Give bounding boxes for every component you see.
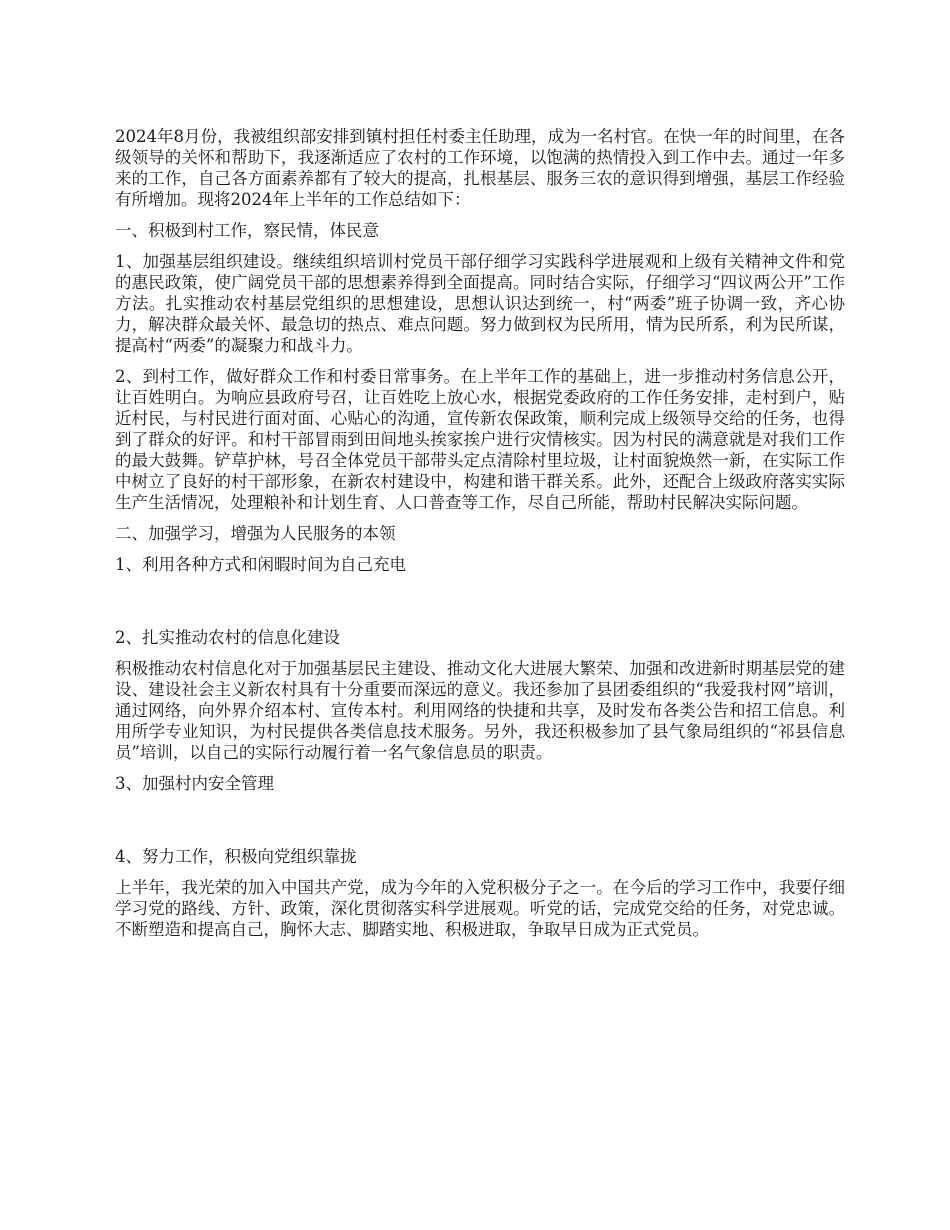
- section-2-item-2-body: 积极推动农村信息化对于加强基层民主建设、推动文化大进展大繁荣、加强和改进新时期基层党的建设、建设社会主义新农村具有十分重要而深远的意义。我还参加了县团委组织的“我爱我村网”培训，通过网络，向外界介绍本村、宣传本村。利用网络的快捷和共享，及时发布各类公告和招工信息。利用所学专业知识，为村民提供各类信息技术服务。另外，我还积极参加了县气象局组织的“祁县信息员”培训，以自己的实际行动履行着一名气象信息员的职责。: [115, 659, 845, 762]
- section-2-item-1-heading: 1、利用各种方式和闲暇时间为自己充电: [115, 555, 406, 574]
- section-2-item-4-body: 上半年，我光荣的加入中国共产党，成为今年的入党积极分子之一。在今后的学习工作中，我要仔细学习党的路线、方针、政策，深化贯彻落实科学进展观。听党的话，完成党交给的任务，对党忠诚。不断塑造和提高自己，胸怀大志、脚踏实地、积极进取，争取早日成为正式党员。: [115, 878, 845, 939]
- section-2-item-3-heading: 3、加强村内安全管理: [115, 774, 274, 793]
- section-2-item-4-heading: 4、努力工作，积极向党组织靠拢: [115, 847, 357, 866]
- section-1-heading: 一、积极到村工作，察民情，体民意: [115, 221, 379, 240]
- section-1-item-2: 2、到村工作，做好群众工作和村委日常事务。在上半年工作的基础上，进一步推动村务信息公开，让百姓明白。为响应县政府号召，让百姓吃上放心水，根据党委政府的工作任务安排，走村到户，贴近村民，与村民进行面对面、心贴心的沟通，宣传新农保政策，顺利完成上级领导交给的任务，也得到了群众的好评。和村干部冒雨到田间地头挨家挨户进行灾情核实。因为村民的满意就是对我们工作的最大鼓舞。铲草护林，号召全体党员干部带头定点清除村里垃圾，让村面貌焕然一新，在实际工作中树立了良好的村干部形象，在新农村建设中，构建和谐干群关系。此外，还配合上级政府落实实际生产生活情况，处理粮补和计划生育、人口普查等工作，尽自己所能，帮助村民解决实际问题。: [115, 367, 845, 512]
- intro-paragraph: 2024年8月份，我被组织部安排到镇村担任村委主任助理，成为一名村官。在快一年的时间里，在各级领导的关怀和帮助下，我逐渐适应了农村的工作环境，以饱满的热情投入到工作中去。通过一年多来的工作，自己各方面素养都有了较大的提高，扎根基层、服务三农的意识得到增强，基层工作经验有所增加。现将2024年上半年的工作总结如下：: [115, 127, 845, 209]
- section-1-item-1: 1、加强基层组织建设。继续组织培训村党员干部仔细学习实践科学进展观和上级有关精神文件和党的惠民政策，使广阔党员干部的思想素养得到全面提高。同时结合实际，仔细学习“四议两公开”工作方法。扎实推动农村基层党组织的思想建设，思想认识达到统一，村“两委”班子协调一致，齐心协力，解决群众最关怀、最急切的热点、难点问题。努力做到权为民所用，情为民所系，利为民所谋，提高村“两委”的凝聚力和战斗力。: [115, 252, 845, 355]
- section-2-heading: 二、加强学习，增强为人民服务的本领: [115, 524, 396, 543]
- section-2-item-2-heading: 2、扎实推动农村的信息化建设: [115, 628, 340, 647]
- document-page: [115, 126, 845, 950]
